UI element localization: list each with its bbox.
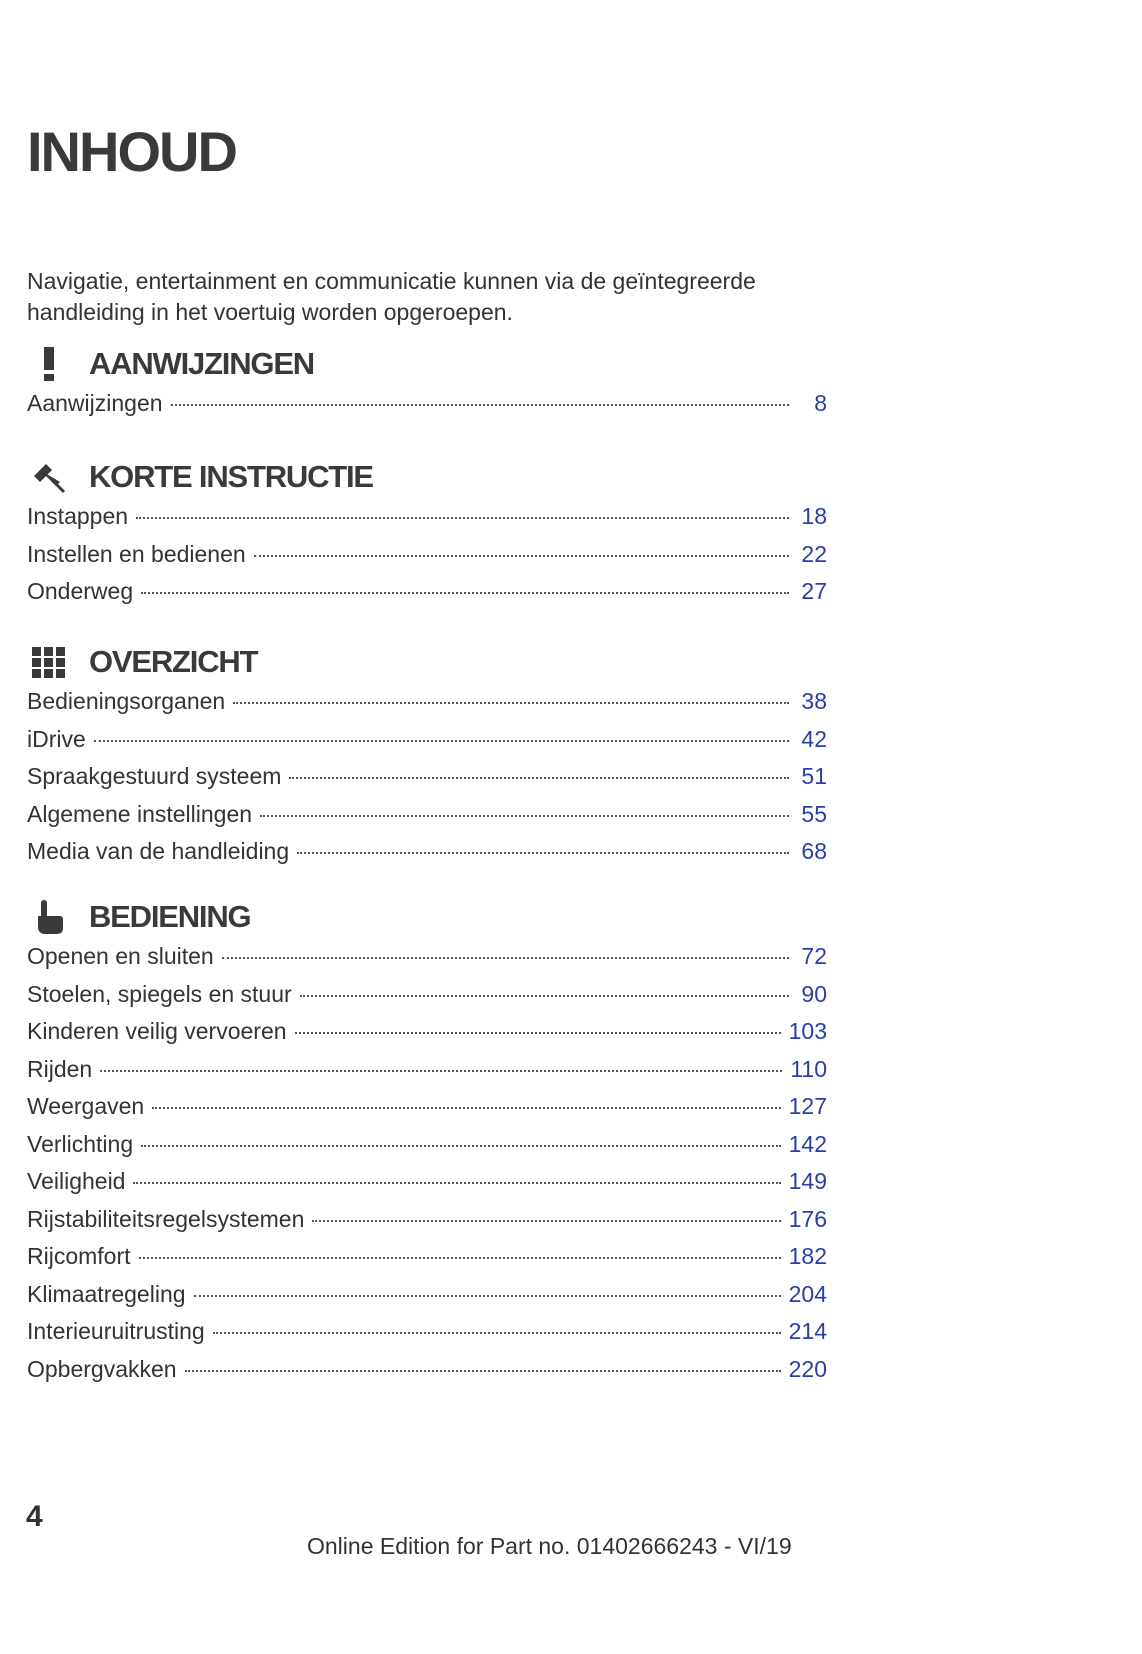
toc-entry[interactable] [27,726,827,764]
dot-leader [194,1295,781,1297]
dot-leader [152,1107,780,1109]
section-header [27,342,827,386]
toc-entry-page[interactable]: 51 [801,763,827,789]
dot-leader [141,1145,781,1147]
toc-entry-page[interactable]: 220 [788,1355,827,1382]
toc-entry-label: Instappen [27,503,129,529]
toc-entry-label: Rijstabiliteitsregelsystemen [27,1205,305,1232]
toc-entry-page[interactable]: 90 [801,980,827,1007]
toc-entry[interactable] [27,578,827,616]
toc-entry[interactable] [27,1018,827,1056]
section-title: KORTE INSTRUCTIE [89,459,373,494]
dot-leader [295,1032,781,1034]
section-header [27,640,827,684]
toc-entry-label: Kinderen veilig vervoeren [27,1018,287,1044]
section-overzicht [27,640,827,876]
toc-entry-page[interactable]: 142 [788,1130,827,1157]
dot-leader [297,852,789,854]
page-title: INHOUD [27,120,236,183]
toc-entry-page[interactable]: 18 [801,503,827,529]
section-title: OVERZICHT [89,644,258,679]
toc-entry-page[interactable]: 103 [788,1018,827,1044]
toc-entry-label: Instellen en bedienen [27,540,246,567]
toc-list [27,503,827,616]
dot-leader [233,702,789,704]
section-header [27,895,827,939]
toc-entry-label: Weergaven [27,1093,145,1119]
toc-entry[interactable] [27,1318,827,1356]
toc-entry-page[interactable]: 8 [814,390,827,416]
toc-entry[interactable] [27,838,827,876]
toc-entry-label: Stoelen, spiegels en stuur [27,980,292,1007]
dot-leader [289,777,789,779]
dot-leader [139,1257,781,1259]
dot-leader [171,404,789,406]
toc-entry-page[interactable]: 127 [788,1093,827,1119]
toc-entry[interactable] [27,1281,827,1319]
dot-leader [136,517,789,519]
exclamation-icon [27,342,71,386]
dot-leader [254,555,789,557]
intro-text: Navigatie, entertainment en communicatie kunnen via de geïntegreerde handleiding in het voertuig worden opgeroepen. [27,268,756,325]
toc-entry-page[interactable]: 214 [788,1318,827,1344]
section-title: BEDIENING [89,899,251,934]
dot-leader [133,1182,780,1184]
dot-leader [300,995,789,997]
toc-entry-label: Spraakgestuurd systeem [27,763,282,789]
toc-entry-label: Verlichting [27,1130,134,1157]
toc-entry-page[interactable]: 182 [788,1243,827,1269]
toc-entry[interactable] [27,763,827,801]
toc-entry-page[interactable]: 55 [801,800,827,827]
toc-entry-page[interactable]: 176 [788,1205,827,1232]
toc-entry[interactable] [27,801,827,839]
toc-entry-label: Algemene instellingen [27,800,253,827]
toc-entry[interactable] [27,1168,827,1206]
toc-entry-label: Interieuruitrusting [27,1318,205,1344]
toc-entry-page[interactable]: 38 [801,688,827,714]
dot-leader [94,740,789,742]
toc-entry-page[interactable]: 27 [801,578,827,604]
section-korte-instructie [27,455,827,616]
toc-entry[interactable] [27,1243,827,1281]
dot-leader [222,957,789,959]
dot-leader [141,592,789,594]
toc-entry[interactable] [27,981,827,1019]
toc-entry-label: Klimaatregeling [27,1280,186,1307]
toc-entry-label: Bedieningsorganen [27,688,226,714]
toc-entry[interactable] [27,1206,827,1244]
dot-leader [213,1332,781,1334]
toc-entry[interactable] [27,688,827,726]
toc-entry-label: Rijden [27,1055,93,1082]
toc-entry-page[interactable]: 42 [801,725,827,752]
hand-pointer-icon [27,895,71,939]
toc-entry-page[interactable]: 204 [788,1280,827,1307]
toc-entry-label: Onderweg [27,578,134,604]
toc-entry-label: Openen en sluiten [27,943,214,969]
toc-entry[interactable] [27,1056,827,1094]
toc-entry-label: Media van de handleiding [27,838,290,864]
dot-leader [312,1220,780,1222]
toc-entry[interactable] [27,1356,827,1394]
toc-entry-page[interactable]: 68 [801,838,827,864]
toc-list [27,688,827,876]
toc-entry-label: iDrive [27,725,86,752]
section-header [27,455,827,499]
toc-entry[interactable] [27,1093,827,1131]
dot-leader [260,815,789,817]
section-title: AANWIJZINGEN [89,346,314,381]
toc-list [27,943,827,1393]
toc-entry-label: Opbergvakken [27,1355,177,1382]
toc-entry[interactable] [27,943,827,981]
toc-entry-label: Veiligheid [27,1168,126,1194]
toc-entry-label: Rijcomfort [27,1243,131,1269]
toc-entry[interactable] [27,503,827,541]
toc-entry-label: Aanwijzingen [27,390,163,416]
toc-entry-page[interactable]: 149 [788,1168,827,1194]
footer-edition: Online Edition for Part no. 01402666243 - VI/19 [307,1533,792,1559]
toc-entry-page[interactable]: 110 [790,1055,827,1082]
toc-entry-page[interactable]: 22 [801,540,827,567]
toc-entry-page[interactable]: 72 [801,943,827,969]
toc-entry[interactable] [27,1131,827,1169]
toc-entry[interactable] [27,541,827,579]
dot-leader [185,1370,781,1372]
toc-list [27,390,827,428]
dot-leader [100,1070,782,1072]
page-number: 4 [26,1500,43,1533]
toc-entry[interactable] [27,390,827,428]
grid-icon [27,640,71,684]
section-bediening [27,895,827,1393]
section-aanwijzingen [27,342,827,428]
pushpin-icon [27,455,71,499]
